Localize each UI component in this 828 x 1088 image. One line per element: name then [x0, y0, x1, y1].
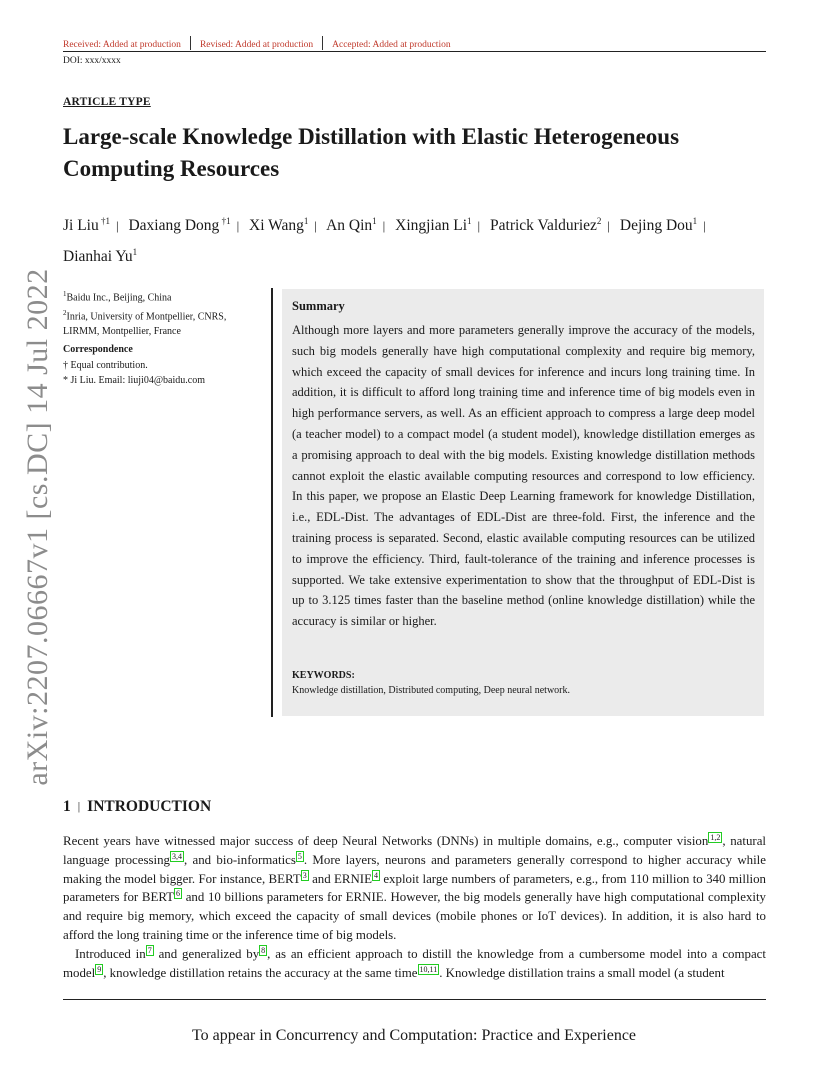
summary-text: Although more layers and more parameters generally improve the accuracy of the models, such big models generally have high computational complexity and require big memory, which exceed the capacity of small devices for inference and incurs long training time. In addition, it is difficult to afford long training time and inference time of big models even in high performance servers, as well. As an efficient approach to compress a large deep model (a teacher model) to a compact model (a student model), knowledge distillation emerges as a promising approach to deal with the big models. Existing knowledge distillation methods cannot exploit the elastic available computing resources and correspond to low efficiency. In this paper, we propose an Elastic Deep Learning framework for knowledge Distillation, i.e., EDL-Dist. The advantages of EDL-Dist are three-fold. First, the inference and the training process is separated. Second, elastic available computing resources can be utilized to improve the efficiency. Third, fault-tolerance of the training and inference processes is supported. We take extensive experimentation to show that the throughput of EDL-Dist is up to 3.125 times faster than the baseline method (online knowledge distillation) while the accuracy is similar or higher.: [292, 323, 755, 629]
affiliation-1: $^1$Baidu Inc., Beijing, China: [63, 290, 172, 304]
article-type: ARTICLE TYPE: [63, 96, 151, 108]
citation-link[interactable]: 5: [297, 851, 302, 861]
equal-contribution-note: † Equal contribution.: [63, 360, 148, 371]
author: Xi Wang$^1$: [249, 216, 309, 235]
citation-link[interactable]: 3,4: [171, 851, 182, 861]
received-date: Received: Added at production: [63, 40, 181, 50]
doi: DOI: xxx/xxxx: [63, 56, 121, 66]
citation-link[interactable]: 7: [147, 945, 152, 955]
author: Dianhai Yu$^1$: [63, 247, 138, 266]
citation-link[interactable]: 9: [97, 964, 102, 974]
summary-heading: Summary: [292, 299, 345, 313]
citation-link[interactable]: 3: [302, 870, 307, 880]
header-rule: [63, 51, 766, 52]
citation-link[interactable]: 10,11: [419, 964, 438, 974]
contact-email: * Ji Liu. Email: liuji04@baidu.com: [63, 374, 205, 386]
affiliations: [63, 287, 263, 339]
author-list: Ji Liu $^{\dagger 1}$ | Daxiang Dong $^{\dagger 1}$ | Xi Wang$^1$ | An Qin$^1$ | Xingjian Li$^1$ | Patrick Valduriez$^2$ | Dejing Dou$^1$ | Dianhai Yu$^1$: [63, 216, 706, 266]
author: Ji Liu $^{\dagger 1}$: [63, 216, 110, 235]
author: Dejing Dou$^1$: [619, 216, 698, 235]
keywords: Knowledge distillation, Distributed computing, Deep neural network.: [292, 685, 570, 696]
intro-body: [63, 832, 766, 982]
paper-title: Large-scale Knowledge Distillation with Elastic Heterogeneous Computing Resources: [63, 124, 680, 181]
citation-link[interactable]: 6: [176, 889, 181, 899]
author: Xingjian Li$^1$: [395, 216, 472, 235]
section-title: INTRODUCTION: [87, 798, 212, 815]
author: An Qin$^1$: [326, 216, 377, 235]
revised-date: Revised: Added at production: [199, 40, 314, 50]
correspondence: [63, 359, 263, 388]
citation-link[interactable]: 4: [373, 870, 378, 880]
citation-link[interactable]: 1,2: [710, 833, 721, 842]
author: Patrick Valduriez$^2$: [490, 216, 602, 235]
paragraph: Introduced in $^7$ and generalized by $^8$ , as an efficient approach to distill the knowledge from a cumbersome model into a compact model $^9$ , knowledge distillation retains the accuracy at the same time $^{10,11}$ . Knowledge distillation trains a small model (a student: [63, 945, 766, 980]
author: Daxiang Dong $^{\dagger 1}$: [128, 216, 231, 235]
section-number: 1: [63, 798, 71, 815]
section-heading: 1 | INTRODUCTION: [63, 798, 212, 815]
venue-footer: To appear in Concurrency and Computation: Practice and Experience: [191, 1027, 637, 1044]
citation-link[interactable]: 8: [261, 945, 266, 955]
review-dates: [63, 36, 451, 50]
accepted-date: Accepted: Added at production: [332, 40, 451, 50]
affiliation-2: $^2$Inria, University of Montpellier, CNRS, LIRMM, Montpellier, France: [63, 308, 227, 337]
keywords-heading: KEYWORDS:: [292, 670, 355, 681]
correspondence-heading: Correspondence: [63, 344, 133, 355]
column-divider: [271, 288, 273, 717]
arxiv-stamp: arXiv:2207.06667v1 [cs.DC] 14 Jul 2022: [21, 268, 54, 786]
paragraph: Recent years have witnessed major success of deep Neural Networks (DNNs) in multiple domains, e.g., computer vision $^{1,2}$ , natural language processing $^{3,4}$ , and bio-informatics $^5$ . More layers, neurons and parameters generally correspond to higher accuracy while making the model bigger. For instance, BERT $^3$ and ERNIE $^4$ exploit large numbers of parameters, e.g., from 110 million to 340 million parameters for BERT $^6$ and 10 billions parameters for ERNIE. However, the big models generally have high computational complexity and require big memory, which exceed the capacity of small devices (mobile phones or IoT devices). In addition, it is also hard to afford the long training time or the inference time of big models.: [63, 833, 767, 942]
footer-rule: [63, 999, 766, 1000]
